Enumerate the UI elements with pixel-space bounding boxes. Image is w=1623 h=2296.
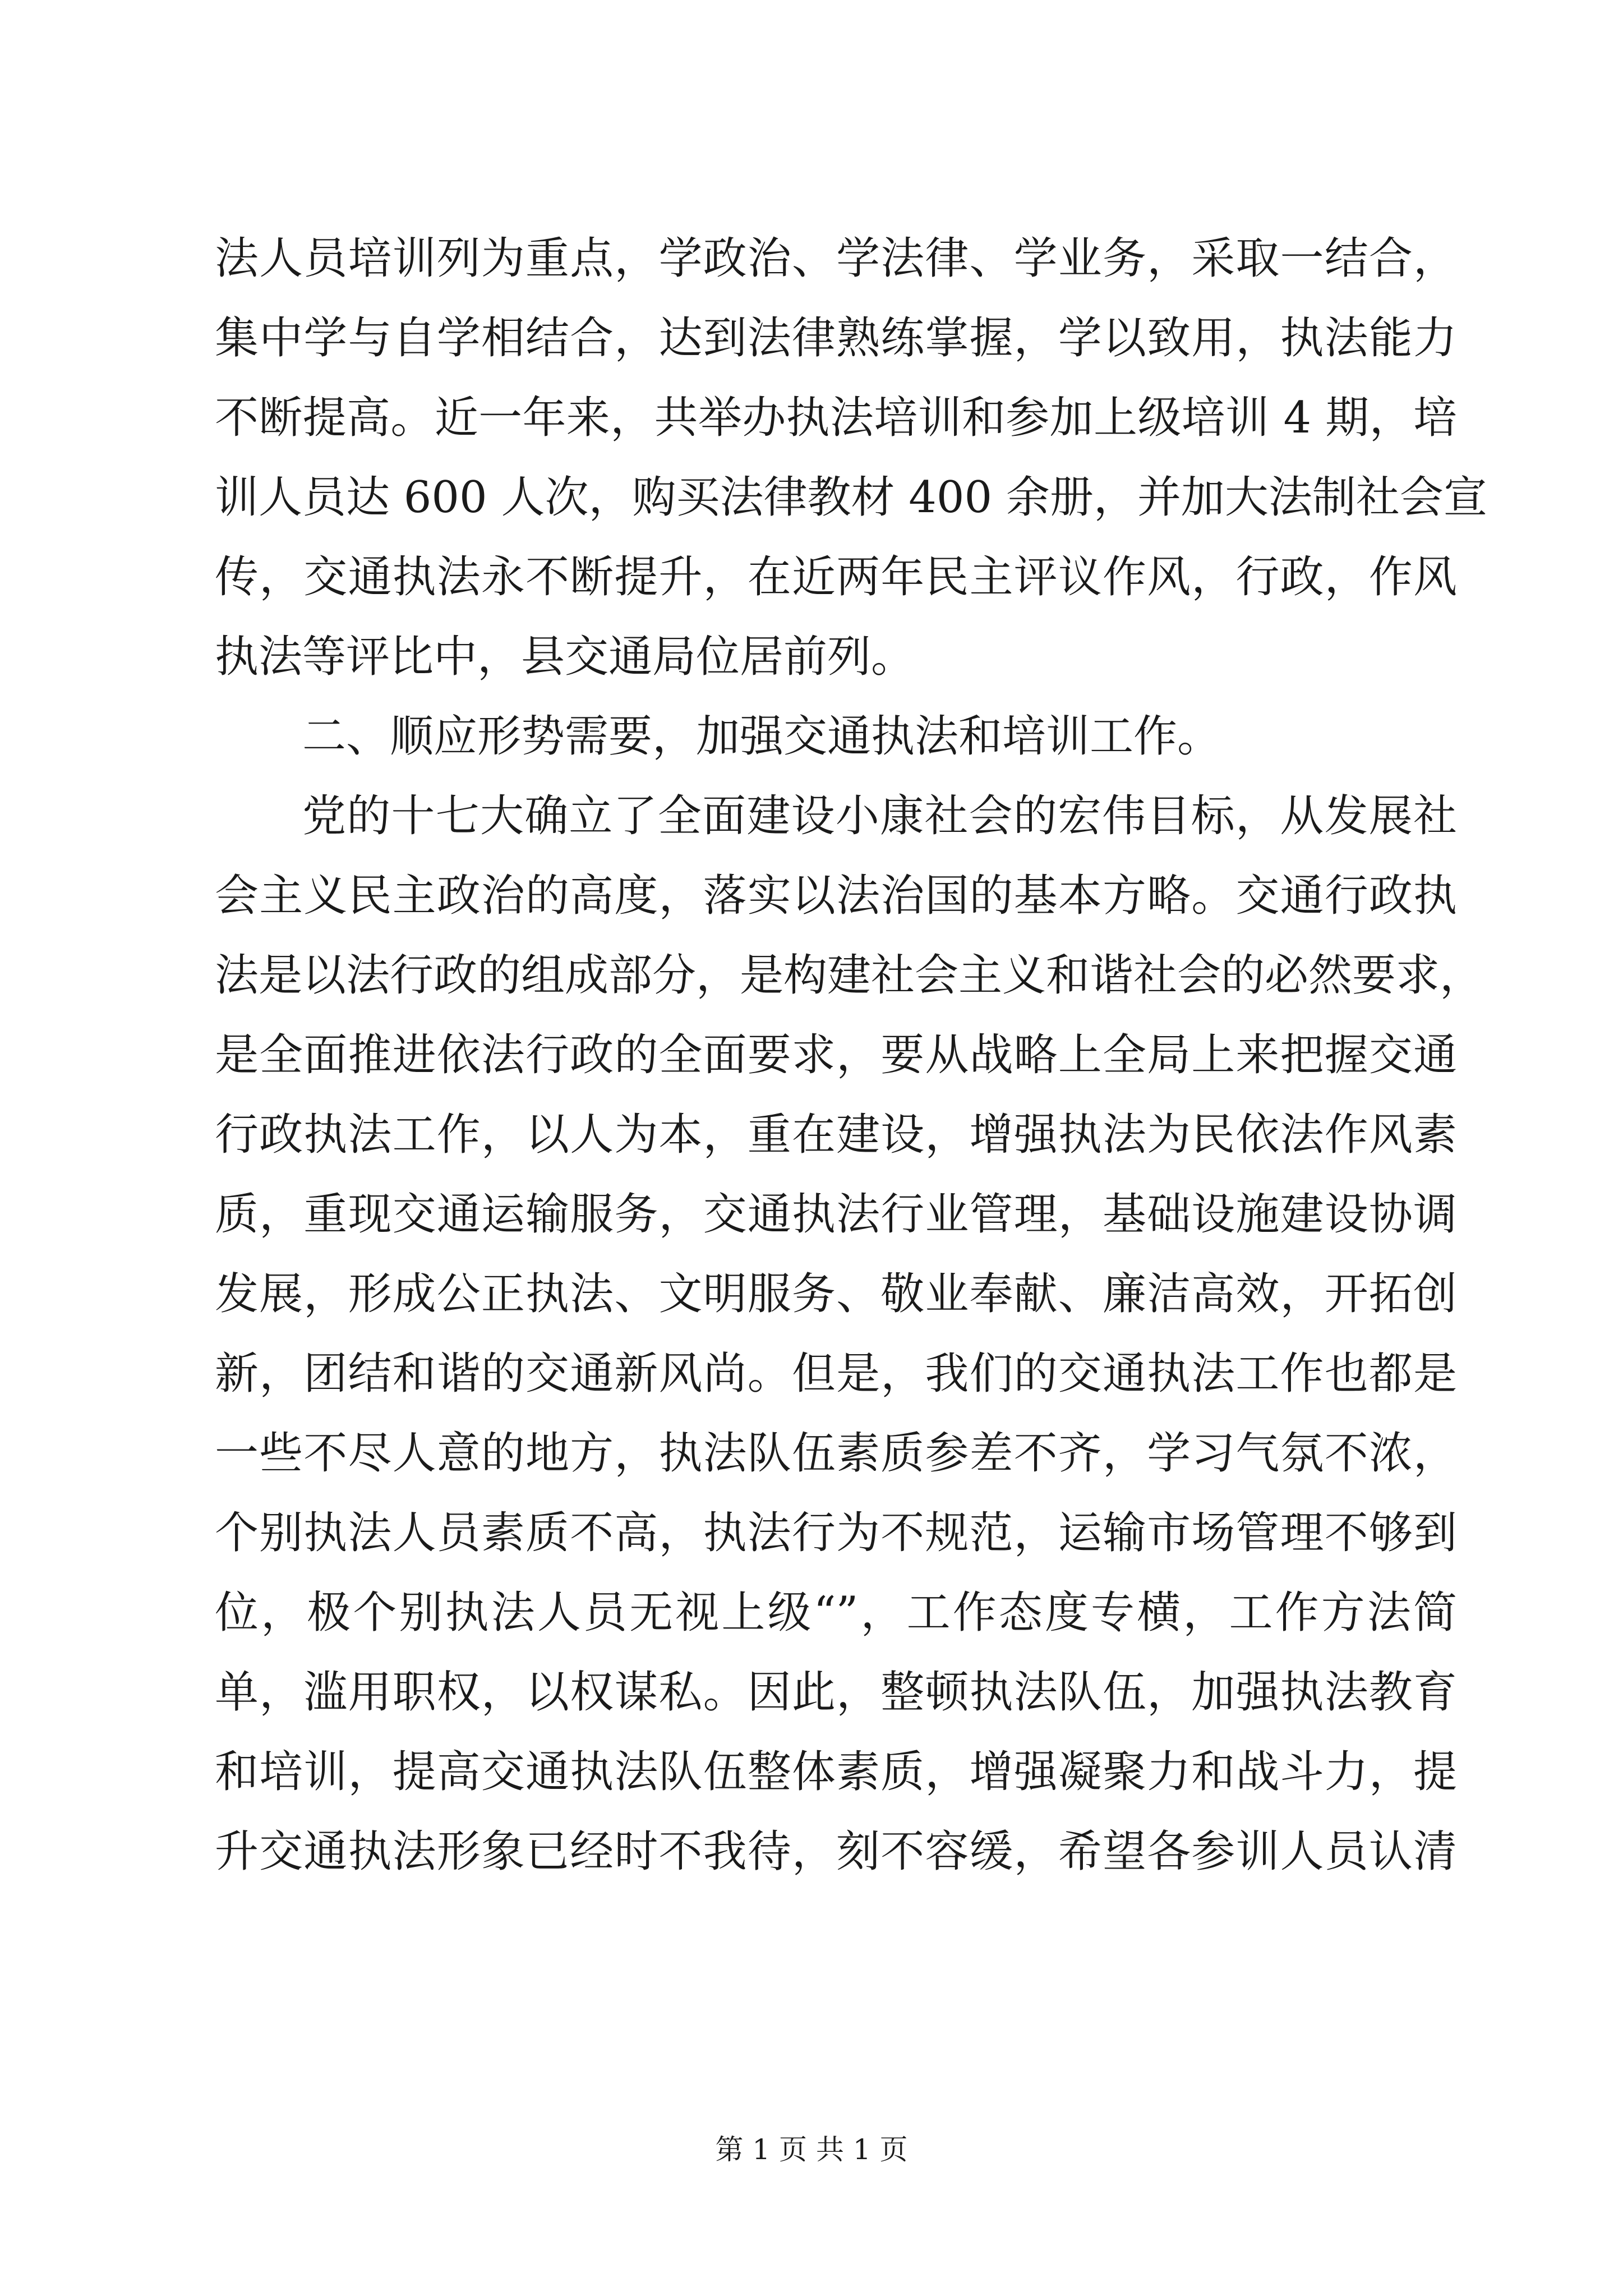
text-line: 位，极个别执法人员无视上级“”，工作态度专横，工作方法简 xyxy=(215,1588,1457,1638)
text-line: 党的十七大确立了全面建设小康社会的宏伟目标，从发展社 xyxy=(302,791,1457,841)
text-line: 训人员达 600 人次，购买法律教材 400 余册，并加大法制社会宣 xyxy=(215,472,1487,523)
text-line: 法人员培训列为重点，学政治、学法律、学业务，采取一结合， xyxy=(215,233,1457,284)
text-line: 单，滥用职权，以权谋私。因此，整顿执法队伍，加强执法教育 xyxy=(215,1667,1457,1718)
text-line: 执法等评比中，县交通局位居前列。 xyxy=(215,632,915,682)
text-line: 是全面推进依法行政的全面要求，要从战略上全局上来把握交通 xyxy=(215,1030,1457,1080)
text-line: 不断提高。近一年来，共举办执法培训和参加上级培训 4 期，培 xyxy=(215,393,1457,443)
text-line: 个别执法人员素质不高，执法行为不规范，运输市场管理不够到 xyxy=(215,1508,1457,1558)
text-line: 新，团结和谐的交通新风尚。但是，我们的交通执法工作也都是 xyxy=(215,1349,1457,1399)
section-heading: 二、顺应形势需要，加强交通执法和培训工作。 xyxy=(302,711,1221,762)
text-line: 升交通执法形象已经时不我待，刻不容缓，希望各参训人员认清 xyxy=(215,1826,1457,1877)
text-line: 质，重现交通运输服务，交通执法行业管理，基础设施建设协调 xyxy=(215,1189,1457,1240)
body-text xyxy=(215,219,1487,1892)
text-line: 发展，形成公正执法、文明服务、敬业奉献、廉洁高效，开拓创 xyxy=(215,1269,1457,1319)
text-line: 和培训，提高交通执法队伍整体素质，增强凝聚力和战斗力，提 xyxy=(215,1747,1457,1797)
text-line: 集中学与自学相结合，达到法律熟练掌握，学以致用，执法能力 xyxy=(215,313,1457,364)
page-footer: 第 1 页 共 1 页 xyxy=(715,2133,908,2166)
text-line: 一些不尽人意的地方，执法队伍素质参差不齐，学习气氛不浓， xyxy=(215,1428,1457,1479)
text-line: 传，交通执法永不断提升，在近两年民主评议作风，行政，作风 xyxy=(215,552,1457,602)
text-line: 会主义民主政治的高度，落实以法治国的基本方略。交通行政执 xyxy=(215,871,1457,921)
text-line: 法是以法行政的组成部分，是构建社会主义和谐社会的必然要求， xyxy=(215,950,1484,1001)
text-line: 行政执法工作，以人为本，重在建设，增强执法为民依法作风素 xyxy=(215,1110,1457,1160)
